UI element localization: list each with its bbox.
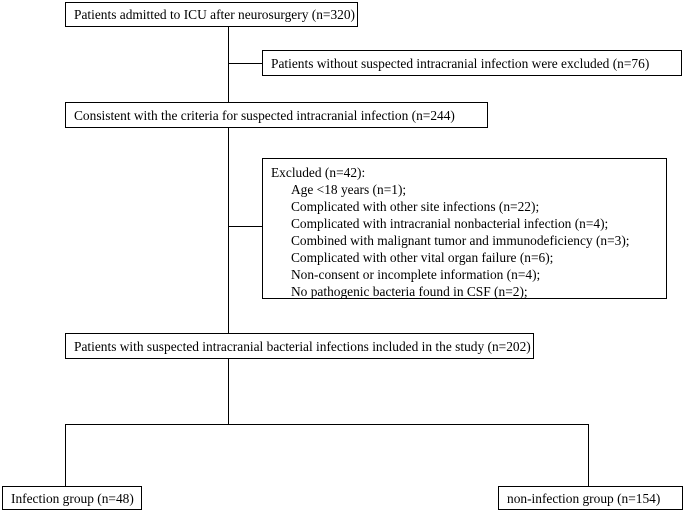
excluded-no-suspected-text: Patients without suspected intracranial infection were excluded (n=76) [271, 55, 650, 71]
excluded-reason: Complicated with other site infections (n=22); [291, 199, 540, 214]
non-infection-group-text: non-infection group (n=154) [507, 490, 661, 506]
excluded-reason: Complicated with other vital organ failure (n=6); [291, 250, 554, 265]
criteria-text: Consistent with the criteria for suspected intracranial infection (n=244) [74, 107, 455, 123]
excluded-reason: Combined with malignant tumor and immunodeficiency (n=3); [291, 233, 630, 248]
excluded-reason: Complicated with intracranial nonbacterial infection (n=4); [291, 216, 609, 231]
connector-main-middle [228, 127, 229, 333]
connector-main-top [228, 27, 229, 102]
box-non-infection-group [498, 486, 683, 510]
box-excluded-no-suspected [262, 50, 682, 76]
box-admitted [65, 2, 358, 27]
connector-right-branch [588, 424, 589, 486]
included-text: Patients with suspected intracranial bacterial infections included in the study (n=202) [74, 338, 531, 354]
connector-main-bottom [228, 358, 229, 425]
box-included [65, 333, 534, 359]
infection-group-text: Infection group (n=48) [11, 490, 134, 506]
admitted-text: Patients admitted to ICU after neurosurgery (n=320) [74, 7, 356, 22]
excluded-heading: Excluded (n=42): [271, 165, 366, 180]
box-criteria [65, 102, 488, 128]
connector-left-branch [65, 424, 66, 486]
excluded-reason: Age <18 years (n=1); [291, 182, 407, 197]
connector-split [65, 424, 589, 425]
excluded-reason: No pathogenic bacteria found in CSF (n=2); [291, 284, 528, 299]
box-infection-group [2, 486, 142, 510]
connector-to-excluded-76 [228, 63, 262, 64]
box-excluded-42 [262, 158, 667, 299]
excluded-reasons-list [271, 181, 666, 300]
connector-to-excluded-42 [228, 226, 262, 227]
excluded-reason: Non-consent or incomplete information (n=4); [291, 267, 541, 282]
